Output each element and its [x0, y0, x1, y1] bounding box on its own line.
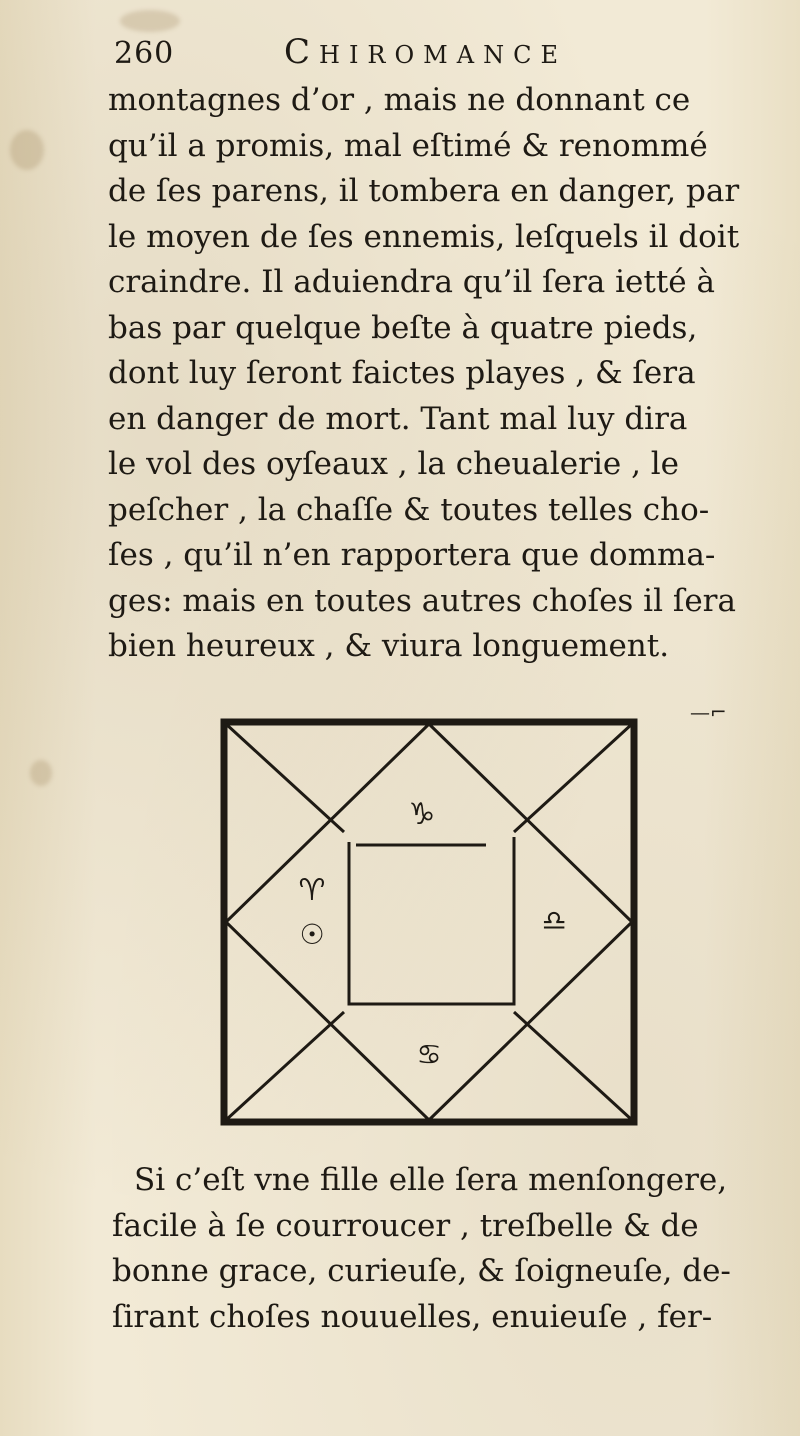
paper-stain [30, 760, 52, 786]
central-square [349, 837, 514, 1004]
corner-line [514, 724, 632, 832]
right-sign: ♎ [541, 904, 567, 937]
text-line: facile à ſe courroucer , treſbelle & de [112, 1207, 699, 1244]
text-line: craindre. Il aduiendra qu’il ſera ietté à [108, 264, 715, 300]
line-end-mark: —⌐ [690, 700, 727, 724]
text-line: en danger de mort. Tant mal luy dira [108, 400, 688, 437]
text-line: qu’il a promis, mal eſtimé & renommé [108, 127, 708, 164]
text-line: dont luy ſeront faictes playes , & ſera [108, 355, 696, 391]
closing-text [112, 1158, 772, 1340]
text-line: bonne grace, curieuſe, & ſoigneuſe, de- [112, 1253, 731, 1289]
text-line: le vol des oyſeaux , la cheualerie , le [108, 446, 680, 482]
body-text [108, 78, 768, 670]
text-line: bien heureux , & viura longuement. [108, 628, 670, 664]
paper-stain [10, 130, 44, 170]
page-number: 260 [114, 36, 175, 71]
page-header [114, 28, 674, 78]
text-line: montagnes d’or , mais ne donnant ce [108, 82, 691, 118]
text-line: le moyen de ſes ennemis, leſquels il doit [108, 218, 740, 255]
text-line: ges: mais en toutes autres choſes il ſera [108, 582, 736, 619]
running-title: Chiromance [284, 32, 567, 72]
text-line: Si c’eſt vne fille elle ſera menſongere, [134, 1162, 728, 1198]
corner-line [514, 1012, 632, 1120]
text-line: ſirant choſes nouuelles, enuieuſe , fer- [112, 1298, 713, 1335]
text-line: peſcher , la chaſſe & toutes telles cho- [108, 491, 710, 528]
text-line: ſes , qu’il n’en rapportera que domma- [108, 537, 716, 573]
corner-line [226, 724, 344, 832]
top-sign: ♑ [408, 797, 436, 832]
text-line: de ſes parens, il tombera en danger, par [108, 173, 740, 209]
left-planet: ☉ [299, 918, 325, 951]
text-line: bas par quelque beſte à quatre pieds, [108, 309, 698, 346]
corner-line [226, 1012, 344, 1120]
left-sign: ♈ [298, 873, 326, 908]
horoscope-chart [214, 712, 644, 1132]
bottom-sign: ♋ [416, 1038, 442, 1071]
horoscope-diagram [214, 712, 644, 1132]
